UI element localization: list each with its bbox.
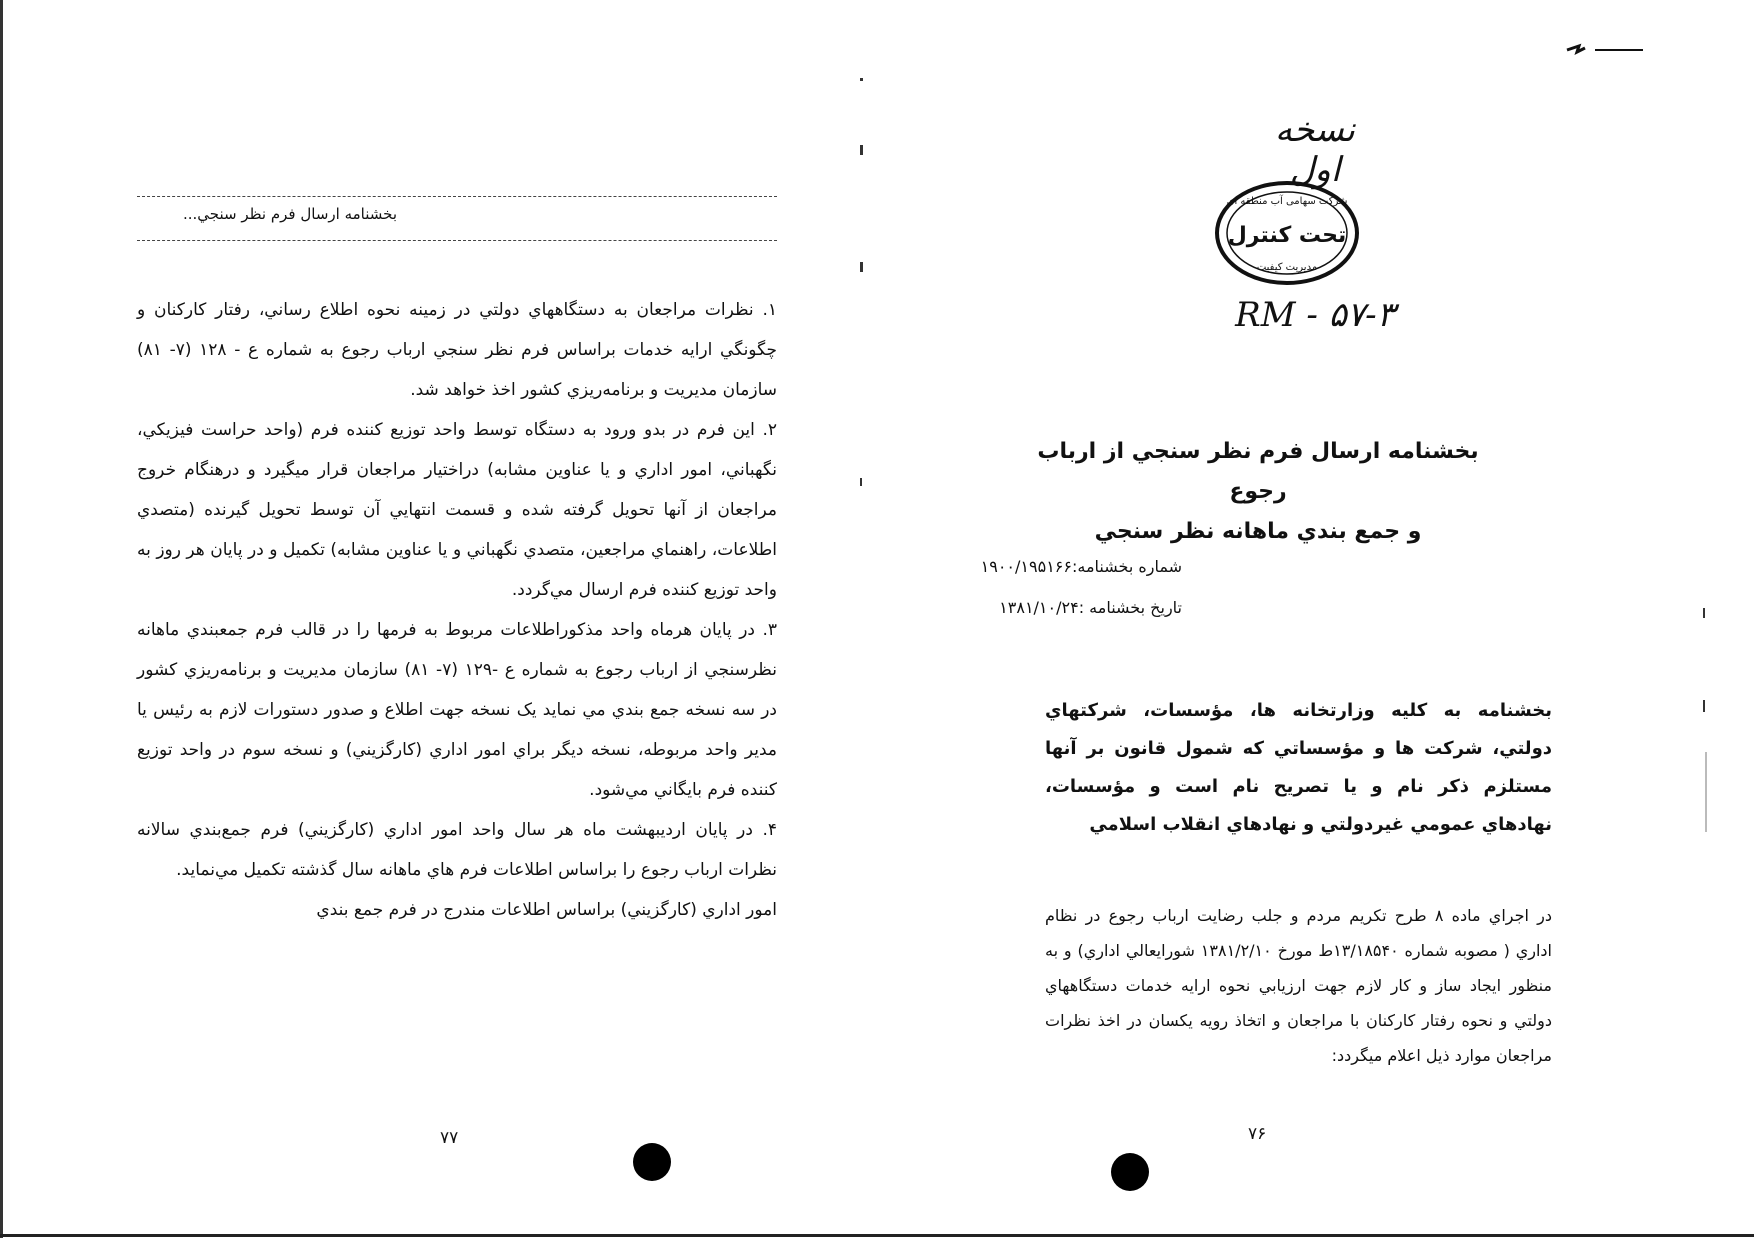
binding-hole-right [1111,1153,1149,1191]
scan-speck [1703,608,1705,618]
paragraph-4: ۴. در پايان ارديبهشت ماه هر سال واحد امور اداري (كارگزيني) فرم جمع‌بندي سالانه نظرات ارباب رجوع را براساس اطلاعات فرم هاي ماهانه سال گذشته تكميل مي‌نمايد. [137,820,777,880]
addressees: بخشنامه به كليه وزارتخانه ها، مؤسسات، شركتهاي دولتي، شركت ها و مؤسساتي كه شمول قانون بر آنها مستلزم ذكر نام و يا تصريح نام است و مؤسسات، نهادهاي عمومي غيردولتي و نهادهاي انقلاب اسلامي [1045,700,1552,835]
scan-speck [860,478,862,486]
paragraph-1: ۱. نظرات مراجعان به دستگاههاي دولتي در زمينه نحوه اطلاع رساني، رفتار كاركنان و چگونگي ارايه خدمات براساس فرم نظر سنجي ارباب رجوع به شماره ع - ۱۲۸ (۷- ۸۱) سازمان مديريت و برنامه‌ريزي كشور اخذ خواهد شد. [137,300,777,400]
paragraph-2: ۲. اين فرم در بدو ورود به دستگاه توسط واحد توزيع كننده فرم (واحد حراست فيزيكي، نگهباني، امور اداري و يا عناوين مشابه) دراختيار مراجعان قرار ميگيرد و درهنگام خروج مراجعان از آنها تحويل گرفته شده و قسمت انتهايي آن توسط تحويل گيرنده (متصدي اطلاعات، راهنماي مراجعين، متصدي نگهباني و يا عناوين مشابه) تكميل و در پايان هر روز به واحد توزيع كننده فرم ارسال مي‌گردد. [137,420,777,600]
intro-paragraph: در اجراي ماده ۸ طرح تكريم مردم و جلب رضايت ارباب رجوع در نظام اداري ( مصوبه شماره ۱۳/۱۸۵۴۰ط مورخ ۱۳۸۱/۲/۱۰ شورايعالي اداري) و به منظور ايجاد ساز و كار لازم جهت ارزيابي نحوه ارايه خدمات دستگاههاي دولتي و نحوه رفتار كاركنان با مراجعان و اتخاذ رويه يكسان در اخذ نظرات مراجعان موارد ذيل اعلام ميگردد: [1045,906,1553,1065]
scan-speck [1703,700,1705,712]
scan-speck [1705,752,1707,832]
paragraph-5: امور اداري (كارگزيني) براساس اطلاعات مندرج در فرم جمع بندي [316,900,777,920]
left-page-body [137,290,777,930]
stamp-top-text: شرکت سهامی آب منطقه ای [1226,196,1348,207]
scan-bottom-edge [0,1234,1754,1237]
page-number-left: ۷۷ [440,1128,459,1148]
circular-title [1010,432,1506,552]
document-code: RM - ۵۷-۳ [1235,295,1395,335]
control-stamp [1212,178,1362,288]
corner-mark [1565,40,1645,60]
handwritten-note: نسخه اول [1275,110,1355,190]
stamp-center-text: تحت کنترل [1227,223,1347,248]
binding-hole-left [633,1143,671,1181]
circular-date: تاريخ بخشنامه :۱۳۸۱/۱۰/۲۴ [999,598,1182,617]
circular-number: شماره بخشنامه:۱۹۰۰/۱۹۵۱۶۶ [980,557,1182,576]
title-line-1: بخشنامه ارسال فرم نظر سنجي از ارباب رجوع [1037,439,1479,504]
running-head-rule-top [137,196,777,197]
running-head: بخشنامه ارسال فرم نظر سنجي... [182,205,397,223]
running-head-rule-bottom [137,240,777,241]
scan-speck [860,145,863,155]
scan-speck [860,262,863,272]
stamp-bottom-text: مدیریت کیفیت [1256,262,1318,273]
scan-left-edge [0,0,3,1238]
paragraph-3: ۳. در پايان هرماه واحد مذكوراطلاعات مربوط به فرمها را در قالب فرم جمعبندي ماهانه نظرسنجي از ارباب رجوع به شماره ع -۱۲۹ (۷- ۸۱) سازمان مديريت و برنامه‌ريزي كشور در سه نسخه جمع بندي مي نمايد يک نسخه جهت اطلاع و صدور دستورات لازم به رئيس يا مدير واحد مربوطه، نسخه ديگر براي امور اداري (كارگزيني) و نسخه سوم در واحد توزيع كننده فرم بايگاني مي‌شود. [137,620,777,800]
scan-speck [860,78,863,81]
title-line-2: و جمع بندي ماهانه نظر سنجي [1094,519,1422,544]
page-number-right: ۷۶ [1248,1124,1267,1144]
